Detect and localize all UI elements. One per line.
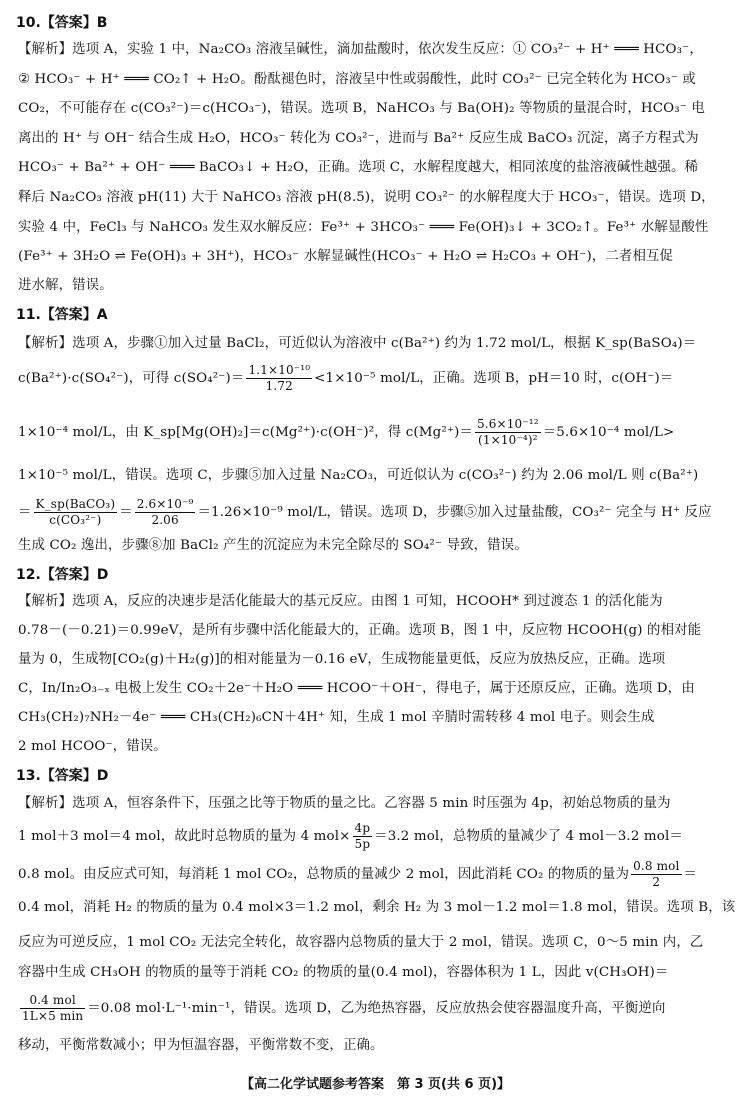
q13-line bbox=[18, 990, 740, 1028]
fraction-denominator: 2.06 bbox=[151, 513, 179, 527]
q13-text: ＝ bbox=[683, 867, 698, 882]
q13-line: 反应为可逆反应，1 mol CO₂ 无法完全转化，故容器内总物质的量大于 2 mol，错误。选项 C，0～5 min 内，乙 bbox=[18, 935, 704, 950]
ba-fraction-2 bbox=[135, 497, 196, 528]
q13-answer-header: 13.【答案】D bbox=[16, 768, 109, 784]
q12-line: 【解析】选项 A，反应的决速步是活化能最大的基元反应。由图 1 可知，HCOOH* 到过渡态 1 的活化能为 bbox=[18, 594, 663, 609]
q10-answer-header: 10.【答案】B bbox=[16, 15, 108, 31]
pressure-fraction bbox=[353, 821, 373, 852]
q11-text: c(Ba²⁺)·c(SO₄²⁻)，可得 c(SO₄²⁻)＝ bbox=[18, 371, 245, 386]
fraction-numerator: 4p bbox=[354, 821, 371, 835]
q10-line: 实验 4 中，FeCl₃ 与 NaHCO₃ 发生双水解反应：Fe³⁺ + 3HCO₃⁻ ═══ Fe(OH)₃↓ + 3CO₂↑。Fe³⁺ 水解显酸性 bbox=[18, 220, 709, 235]
q13-line: 移动，平衡常数减小；甲为恒温容器，平衡常数不变，正确。 bbox=[18, 1038, 384, 1053]
fraction-denominator: 2 bbox=[652, 875, 661, 889]
q11-text: ＝5.6×10⁻⁴ mol/L> bbox=[542, 425, 675, 440]
q11-text: 1×10⁻⁴ mol/L，由 K_sp[Mg(OH)₂]＝c(Mg²⁺)·c(OH⁻)²，得 c(Mg²⁺)＝ bbox=[18, 425, 473, 440]
fraction-numerator: 5.6×10⁻¹² bbox=[477, 417, 539, 431]
fraction-numerator: 0.4 mol bbox=[20, 993, 85, 1009]
q11-text: <1×10⁻⁵ mol/L，正确。选项 B，pH＝10 时，c(OH⁻)＝ bbox=[314, 371, 674, 386]
page-footer: 【高二化学试题参考答案 第 3 页(共 6 页)】 bbox=[240, 1077, 511, 1092]
q11-text: ＝1.26×10⁻⁹ mol/L，错误。选项 D，步骤⑤加入过量盐酸，CO₃²⁻ 完全与 H⁺ 反应 bbox=[197, 505, 712, 520]
ba-fraction-1 bbox=[34, 497, 118, 528]
q10-line: 【解析】选项 A，实验 1 中，Na₂CO₃ 溶液呈碱性，滴加盐酸时，依次发生反应：① CO₃²⁻ + H⁺ ═══ HCO₃⁻， bbox=[18, 42, 703, 57]
fraction-numerator: 2.6×10⁻⁹ bbox=[136, 497, 194, 511]
q10-line: 离出的 H⁺ 与 OH⁻ 结合生成 H₂O，HCO₃⁻ 转化为 CO₃²⁻，进而与 Ba²⁺ 反应生成 BaCO₃ 沉淀，离子方程式为 bbox=[18, 131, 699, 146]
fraction-denominator: (1×10⁻⁴)² bbox=[478, 433, 538, 447]
q10-line: HCO₃⁻ + Ba²⁺ + OH⁻ ═══ BaCO₃↓ + H₂O，正确。选项 C，水解程度越大，相同浓度的盐溶液碱性越强。稀 bbox=[18, 160, 699, 175]
q12-answer-header: 12.【答案】D bbox=[16, 567, 109, 583]
q13-line: 0.4 mol，消耗 H₂ 的物质的量为 0.4 mol×3＝1.2 mol，剩余 H₂ 为 3 mol－1.2 mol＝1.8 mol，错误。选项 B，该 bbox=[18, 900, 736, 915]
rate-fraction bbox=[20, 993, 85, 1024]
q13-line: 容器中生成 CH₃OH 的物质的量等于消耗 CO₂ 的物质的量(0.4 mol)，容器体积为 1 L，因此 v(CH₃OH)＝ bbox=[18, 965, 669, 980]
q11-line: 【解析】选项 A，步骤①加入过量 BaCl₂，可近似认为溶液中 c(Ba²⁺) 约为 1.72 mol/L，根据 K_sp(BaSO₄)＝ bbox=[18, 336, 697, 351]
q11-line: 生成 CO₂ 逸出，步骤⑧加 BaCl₂ 产生的沉淀应为未完全除尽的 SO₄²⁻ 导致，错误。 bbox=[18, 538, 528, 553]
q12-line: 量为 0，生成物[CO₂(g)＋H₂(g)]的相对能量为－0.16 eV，生成物能量更低，反应为放热反应，正确。选项 bbox=[18, 652, 666, 667]
fraction-numerator: 0.8 mol bbox=[633, 859, 680, 873]
fraction-denominator: 1.72 bbox=[265, 379, 293, 393]
q10-line: CO₂，不可能存在 c(CO₃²⁻)＝c(HCO₃⁻)，错误。选项 B，NaHCO₃ 与 Ba(OH)₂ 等物质的量混合时，HCO₃⁻ 电 bbox=[18, 101, 705, 116]
q11-line bbox=[18, 414, 740, 452]
q11-answer-header: 11.【答案】A bbox=[16, 307, 108, 323]
q13-text: ＝0.08 mol·L⁻¹·min⁻¹，错误。选项 D，乙为绝热容器，反应放热会使容器温度升高，平衡逆向 bbox=[87, 1001, 666, 1016]
q12-line: C，In/In₂O₃₋ₓ 电极上发生 CO₂＋2e⁻＋H₂O ═══ HCOO⁻＋OH⁻，得电子，属于还原反应，正确。选项 D，由 bbox=[18, 681, 695, 696]
q11-line: ＝ $\frac{\text{K\_sp(BaCO₃)}}{\text{c(CO₃²⁻)}}$ ＝ $\frac{\text{2.6×10⁻⁹}}{2.06}$ ＝1.26×10⁻⁹ mol/L，错误。选项 D，步骤⑤加入过量盐酸，CO₃²⁻ 完全与 H⁺ 反应 bbox=[18, 497, 712, 527]
q10-line: (Fe³⁺ + 3H₂O ⇌ Fe(OH)₃ + 3H⁺)，HCO₃⁻ 水解显碱性(HCO₃⁻ + H₂O ⇌ H₂CO₃ + OH⁻)，二者相互促 bbox=[18, 249, 674, 264]
q12-line: CH₃(CH₂)₇NH₂－4e⁻ ═══ CH₃(CH₂)₆CN＋4H⁺ 知，生成 1 mol 辛腈时需转移 4 mol 电子。则会生成 bbox=[18, 710, 655, 725]
q13-line bbox=[18, 856, 740, 894]
fraction-denominator: c(CO₃²⁻) bbox=[49, 513, 102, 527]
fraction-denominator: 5p bbox=[354, 837, 371, 851]
q11-line bbox=[18, 362, 740, 396]
q13-text: 0.8 mol。由反应式可知，每消耗 1 mol CO₂，总物质的量减少 2 mol，因此消耗 CO₂ 的物质的量为 bbox=[18, 867, 630, 882]
q13-line: 【解析】选项 A，恒容条件下，压强之比等于物质的量之比。乙容器 5 min 时压强为 4p，初始总物质的量为 bbox=[18, 796, 671, 811]
ksp-fraction bbox=[246, 363, 312, 394]
q13-text: ＝3.2 mol，总物质的量减少了 4 mol－3.2 mol＝ bbox=[374, 829, 683, 844]
q10-line: 进水解，错误。 bbox=[18, 278, 113, 293]
co2-fraction bbox=[631, 859, 681, 890]
fraction-numerator: K_sp(BaCO₃) bbox=[35, 497, 116, 511]
fraction-denominator: 1L×5 min bbox=[22, 1009, 84, 1023]
fraction-numerator: 1.1×10⁻¹⁰ bbox=[248, 363, 311, 377]
q10-line: ② HCO₃⁻ + H⁺ ═══ CO₂↑ + H₂O。酚酞褪色时，溶液呈中性或弱酸性，此时 CO₃²⁻ 已完全转化为 HCO₃⁻ 或 bbox=[18, 72, 696, 87]
q10-line: 释后 Na₂CO₃ 溶液 pH(11) 大于 NaHCO₃ 溶液 pH(8.5)，说明 CO₃²⁻ 的水解程度大于 HCO₃⁻，错误。选项 D， bbox=[18, 190, 715, 205]
q13-line bbox=[18, 818, 740, 856]
mg-fraction bbox=[475, 417, 541, 448]
q11-line: 1×10⁻⁵ mol/L，错误。选项 C，步骤⑤加入过量 Na₂CO₃，可近似认为 c(CO₃²⁻) 约为 2.06 mol/L 则 c(Ba²⁺) bbox=[18, 468, 699, 483]
q13-text: 1 mol＋3 mol＝4 mol，故此时总物质的量为 4 mol× bbox=[18, 829, 351, 844]
q12-line: 0.78－(－0.21)＝0.99eV，是所有步骤中活化能最大的，正确。选项 B，图 1 中，反应物 HCOOH(g) 的相对能 bbox=[18, 623, 702, 638]
q12-line: 2 mol HCOO⁻，错误。 bbox=[18, 739, 167, 754]
